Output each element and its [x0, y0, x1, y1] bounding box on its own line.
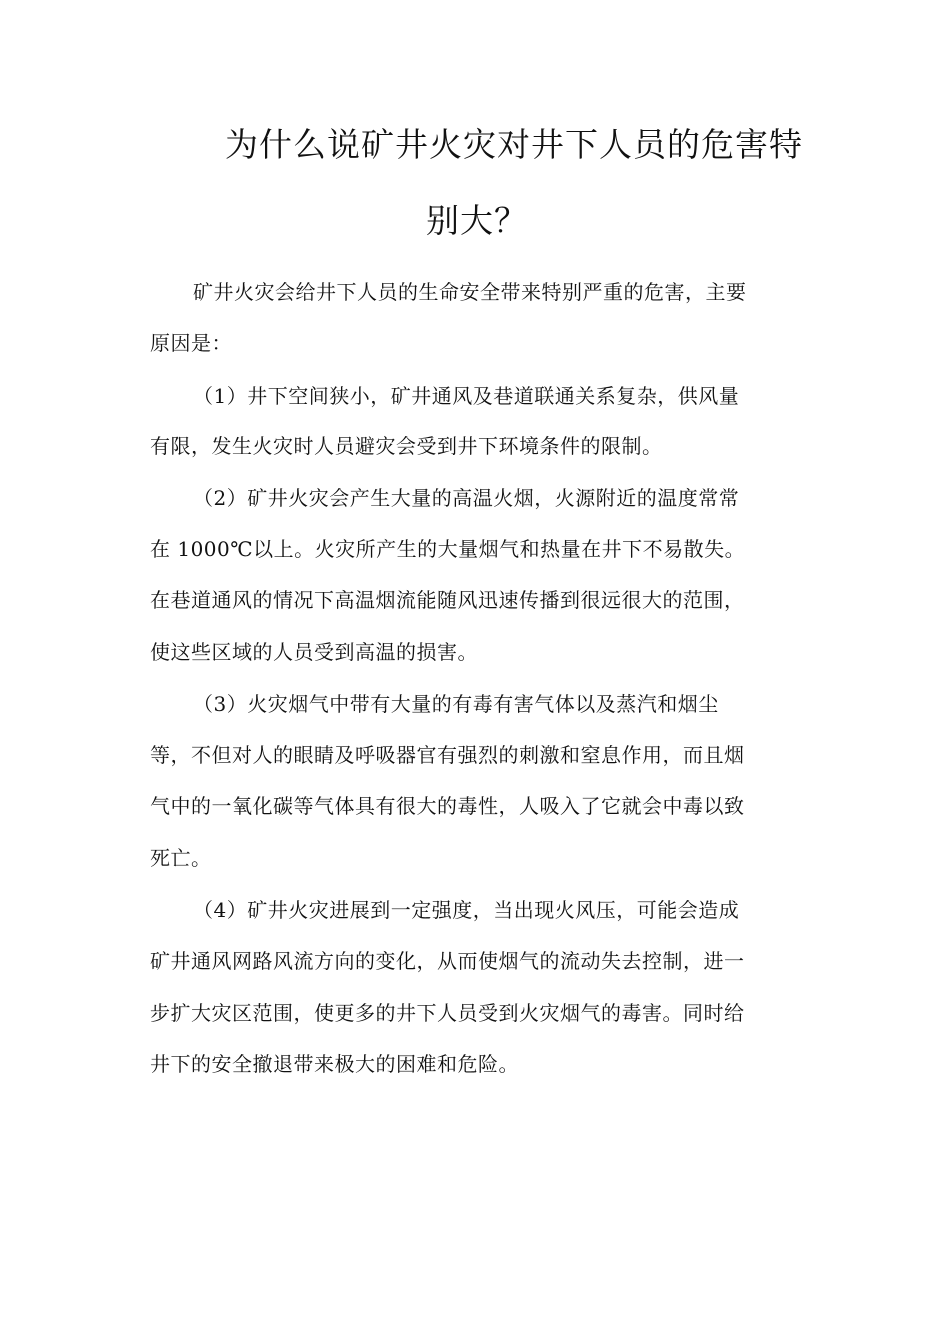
- point-4-line-1: （4）矿井火灾进展到一定强度，当出现火风压，可能会造成: [193, 898, 740, 922]
- point-1-line-1: （1）井下空间狭小，矿井通风及巷道联通关系复杂，供风量: [193, 384, 740, 408]
- point-3-line-3: 气中的一氧化碳等气体具有很大的毒性，人吸入了它就会中毒以致: [150, 794, 745, 818]
- document-title-line-2: 别大？: [426, 201, 528, 240]
- point-3-line-2: 等，不但对人的眼睛及呼吸器官有强烈的刺激和窒息作用，而且烟: [150, 743, 745, 767]
- point-3-line-4: 死亡。: [150, 846, 212, 870]
- document-title-line-1: 为什么说矿井火灾对井下人员的危害特: [225, 125, 803, 164]
- intro-line-1: 矿井火灾会给井下人员的生命安全带来特别严重的危害，主要: [193, 280, 747, 304]
- point-4-line-2: 矿井通风网路风流方向的变化，从而使烟气的流动失去控制，进一: [150, 949, 745, 973]
- point-4-line-4: 井下的安全撤退带来极大的困难和危险。: [150, 1052, 519, 1076]
- intro-line-2: 原因是：: [150, 331, 232, 355]
- point-4-line-3: 步扩大灾区范围，使更多的井下人员受到火灾烟气的毒害。同时给: [150, 1001, 745, 1025]
- point-1-line-2: 有限，发生火灾时人员避灾会受到井下环境条件的限制。: [150, 434, 663, 458]
- point-3-line-1: （3）火灾烟气中带有大量的有毒有害气体以及蒸汽和烟尘: [193, 692, 719, 716]
- point-2-line-2: 在 1000℃以上。火灾所产生的大量烟气和热量在井下不易散失。: [150, 537, 746, 561]
- point-2-line-1: （2）矿井火灾会产生大量的高温火烟，火源附近的温度常常: [193, 486, 740, 510]
- point-2-line-3: 在巷道通风的情况下高温烟流能随风迅速传播到很远很大的范围，: [150, 588, 745, 612]
- point-2-line-4: 使这些区域的人员受到高温的损害。: [150, 640, 478, 664]
